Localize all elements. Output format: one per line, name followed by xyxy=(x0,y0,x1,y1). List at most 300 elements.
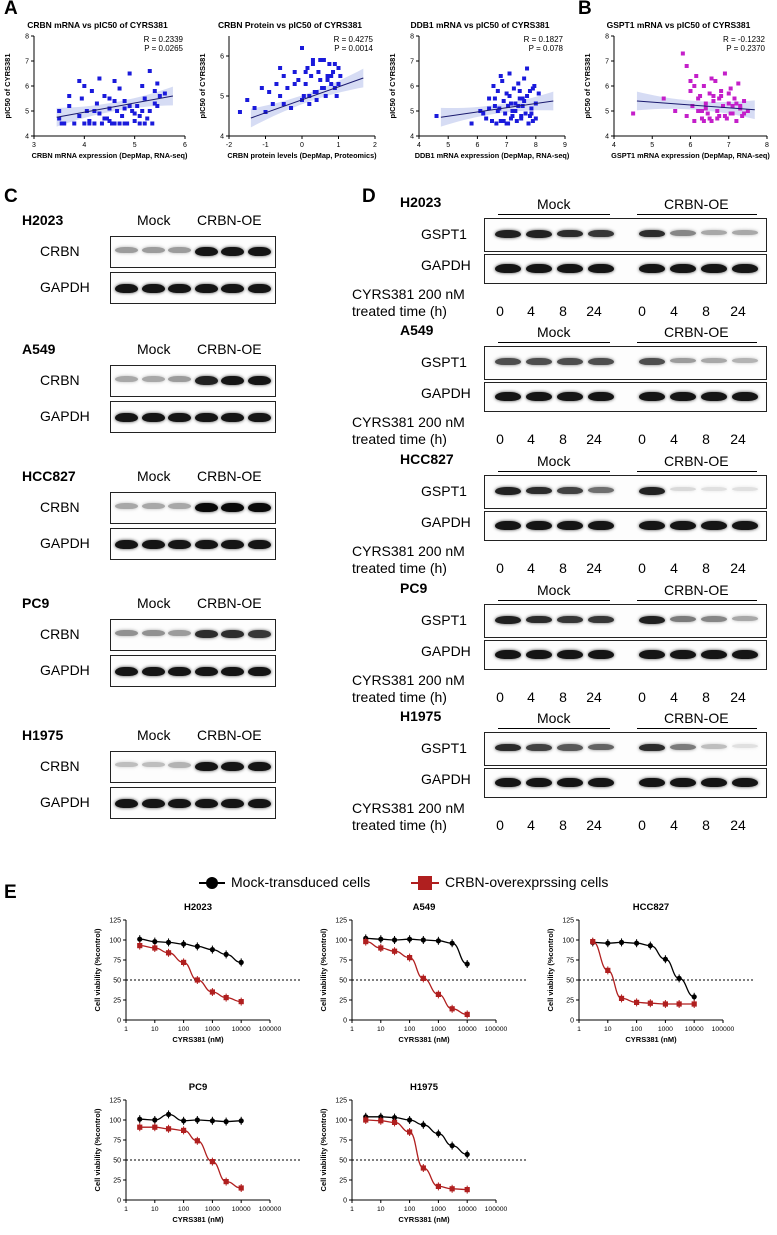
blot-band xyxy=(221,284,244,293)
group-crbn-oe-label: CRBN-OE xyxy=(197,727,262,743)
mock-data-point xyxy=(619,940,624,945)
scatter-point xyxy=(710,77,714,81)
x-tick-label: 5 xyxy=(650,142,655,149)
scatter-point xyxy=(102,117,106,121)
row-label-crbn: CRBN xyxy=(40,372,80,388)
y-tick-label: 0 xyxy=(117,1017,121,1025)
blot-band xyxy=(195,284,218,293)
blot-band xyxy=(557,521,583,530)
scatter-point xyxy=(727,102,731,106)
scatter-point xyxy=(521,97,525,101)
blot-band xyxy=(248,799,271,808)
cell-line-label: HCC827 xyxy=(22,468,76,484)
blot-band xyxy=(526,358,552,365)
scatter-point xyxy=(82,84,86,88)
crbn-data-point xyxy=(166,950,171,955)
scatter-r-value: R = 0.1827 xyxy=(523,35,563,44)
scatter-point xyxy=(502,119,506,123)
blot-band xyxy=(142,667,165,676)
scatter-point xyxy=(732,97,736,101)
chart-title: A549 xyxy=(412,902,436,913)
cell-line-label: H2023 xyxy=(400,194,442,210)
scatter-point xyxy=(108,97,112,101)
y-tick-label: 125 xyxy=(335,917,347,925)
time-tick-label: 24 xyxy=(730,303,746,319)
viability-svg xyxy=(316,1080,536,1230)
time-tick-label: 0 xyxy=(638,431,646,447)
time-tick-label: 24 xyxy=(730,689,746,705)
blot-band xyxy=(670,616,696,622)
blot-band xyxy=(588,744,614,750)
blot-gapdh xyxy=(110,272,276,304)
viability-chart-5 xyxy=(316,1080,536,1235)
x-tick-label: 5 xyxy=(446,142,451,149)
blot-band xyxy=(168,762,191,768)
scatter-title: DDB1 mRNA vs pIC50 of CYRS381 xyxy=(410,20,550,30)
time-tick-label: 0 xyxy=(638,303,646,319)
mock-data-point xyxy=(210,1118,215,1123)
blot-band xyxy=(557,616,583,623)
scatter-p-value: P = 0.0014 xyxy=(334,44,373,53)
scatter-point xyxy=(97,112,101,116)
scatter-point xyxy=(673,109,677,113)
time-tick-label: 8 xyxy=(559,817,567,833)
scatter-point xyxy=(140,84,144,88)
blot-band xyxy=(495,358,521,365)
x-tick-label: 1000 xyxy=(430,1206,446,1213)
scatter-point xyxy=(113,122,117,126)
scatter-point xyxy=(97,77,101,81)
crbn-data-point xyxy=(421,976,426,981)
mock-data-point xyxy=(378,937,383,942)
crbn-fit-curve xyxy=(366,942,467,1015)
scatter-point xyxy=(60,122,64,126)
mock-data-point xyxy=(152,939,157,944)
scatter-point xyxy=(534,117,538,121)
x-axis-label: CYRS381 (nM) xyxy=(398,1035,450,1044)
scatter-point xyxy=(153,102,157,106)
time-tick-label: 24 xyxy=(730,560,746,576)
scatter-point xyxy=(512,87,516,91)
treatment-label: CYRS381 200 nM xyxy=(352,414,465,430)
crbn-data-point xyxy=(392,949,397,954)
scatter-point xyxy=(702,84,706,88)
scatter-point xyxy=(496,89,500,93)
crbn-data-point xyxy=(224,995,229,1000)
x-tick-label: 10 xyxy=(377,1026,385,1033)
blot-band xyxy=(670,650,696,659)
y-axis-label: pIC50 of CYRS381 xyxy=(583,53,592,119)
time-tick-label: 24 xyxy=(586,817,602,833)
group-mock-label: Mock xyxy=(137,727,171,743)
scatter-point xyxy=(738,104,742,108)
scatter-point xyxy=(90,89,94,93)
y-tick-label: 50 xyxy=(113,1157,121,1165)
blot-band xyxy=(732,616,758,621)
scatter-point xyxy=(338,74,342,78)
mock-data-point xyxy=(392,937,397,942)
y-tick-label: 50 xyxy=(339,977,347,985)
x-tick-label: 10 xyxy=(151,1206,159,1213)
time-tick-label: 0 xyxy=(496,303,504,319)
time-tick-label: 8 xyxy=(702,560,710,576)
crbn-data-point xyxy=(407,955,412,960)
mock-data-point xyxy=(239,1118,244,1123)
crbn-data-point xyxy=(392,1120,397,1125)
scatter-point xyxy=(267,90,271,94)
blot-band xyxy=(495,264,521,273)
blot-crbn xyxy=(110,751,276,783)
blot-band xyxy=(168,503,191,509)
y-tick-label: 100 xyxy=(109,937,121,945)
scatter-point xyxy=(309,74,313,78)
x-tick-label: 1 xyxy=(577,1026,581,1033)
blot-gapdh xyxy=(484,382,767,412)
mock-data-point xyxy=(421,1122,426,1127)
scatter-point xyxy=(300,46,304,50)
scatter-point xyxy=(508,72,512,76)
x-axis-label: DDB1 mRNA expression (DepMap, RNA-seq) xyxy=(414,151,570,160)
blot-band xyxy=(221,413,244,422)
scatter-p-value: P = 0.0265 xyxy=(144,44,183,53)
scatter-point xyxy=(516,82,520,86)
scatter-point xyxy=(329,74,333,78)
scatter-point xyxy=(524,112,528,116)
group-crbn-oe-label: CRBN-OE xyxy=(664,324,729,340)
blot-band xyxy=(588,521,614,530)
blot-band xyxy=(670,392,696,401)
cell-line-label: PC9 xyxy=(22,595,50,611)
y-tick-label: 50 xyxy=(566,977,574,985)
blot-gapdh xyxy=(110,528,276,560)
blot-band xyxy=(248,247,271,256)
x-tick-label: 10 xyxy=(377,1206,385,1213)
scatter-point xyxy=(80,97,84,101)
y-tick-label: 100 xyxy=(335,1117,347,1125)
crbn-data-point xyxy=(378,1118,383,1123)
scatter-point xyxy=(72,122,76,126)
crbn-data-point xyxy=(239,1185,244,1190)
row-label-crbn: CRBN xyxy=(40,626,80,642)
crbn-data-point xyxy=(677,1001,682,1006)
y-tick-label: 75 xyxy=(113,1137,121,1145)
scatter-point xyxy=(77,79,81,83)
blot-band xyxy=(195,667,218,676)
cell-line-label: H2023 xyxy=(22,212,64,228)
y-tick-label: 25 xyxy=(113,1177,121,1185)
x-tick-label: 0 xyxy=(300,142,304,149)
x-tick-label: 6 xyxy=(688,142,693,149)
blot-band xyxy=(588,487,614,493)
blot-band xyxy=(248,762,271,771)
scatter-point xyxy=(715,109,719,113)
blot-band xyxy=(639,487,665,495)
blot-gapdh xyxy=(484,511,767,541)
time-tick-label: 0 xyxy=(496,560,504,576)
blot-band xyxy=(168,630,191,636)
blot-gapdh xyxy=(110,655,276,687)
time-label: treated time (h) xyxy=(352,689,447,705)
viability-svg xyxy=(543,900,763,1050)
scatter-point xyxy=(138,114,142,118)
time-tick-label: 8 xyxy=(559,560,567,576)
time-tick-label: 24 xyxy=(730,817,746,833)
scatter-point xyxy=(148,109,152,113)
blot-gapdh xyxy=(484,768,767,798)
time-label: treated time (h) xyxy=(352,431,447,447)
panel-label-d: D xyxy=(362,186,376,207)
y-axis-label: Cell viability (%control) xyxy=(93,928,102,1012)
scatter-point xyxy=(135,104,139,108)
blot-band xyxy=(195,630,218,638)
scatter-point xyxy=(133,119,137,123)
scatter-point xyxy=(700,109,704,113)
scatter-point xyxy=(729,87,733,91)
y-tick-label: 75 xyxy=(339,1137,347,1145)
time-tick-label: 0 xyxy=(496,689,504,705)
y-tick-label: 100 xyxy=(562,937,574,945)
x-tick-label: 10000 xyxy=(457,1026,477,1033)
y-tick-label: 125 xyxy=(109,917,121,925)
blot-band xyxy=(168,376,191,382)
scatter-point xyxy=(57,109,61,113)
blot-band xyxy=(115,284,138,293)
blot-band xyxy=(221,376,244,385)
scatter-point xyxy=(708,117,712,121)
scatter-point xyxy=(723,114,727,118)
scatter-point xyxy=(713,79,717,83)
time-tick-label: 0 xyxy=(638,689,646,705)
blot-band xyxy=(495,487,521,495)
crbn-data-point xyxy=(224,1179,229,1184)
y-tick-label: 7 xyxy=(605,58,609,66)
blot-band xyxy=(495,650,521,659)
crbn-data-point xyxy=(378,945,383,950)
row-label-gapdh: GAPDH xyxy=(421,643,471,659)
scatter-point xyxy=(311,62,315,66)
blot-band xyxy=(115,247,138,253)
row-label-gspt1: GSPT1 xyxy=(421,354,467,370)
scatter-point xyxy=(322,58,326,62)
time-tick-label: 8 xyxy=(559,303,567,319)
time-tick-label: 24 xyxy=(730,431,746,447)
blot-band xyxy=(526,521,552,530)
crbn-data-point xyxy=(436,992,441,997)
y-axis-label: pIC50 of CYRS381 xyxy=(3,53,12,119)
scatter-point xyxy=(494,122,498,126)
row-label-crbn: CRBN xyxy=(40,243,80,259)
blot-band xyxy=(670,778,696,787)
blot-band xyxy=(248,667,271,676)
y-tick-label: 8 xyxy=(410,33,414,41)
blot-band xyxy=(670,230,696,236)
scatter-point xyxy=(481,112,485,116)
blot-band xyxy=(526,230,552,238)
scatter-point xyxy=(118,87,122,91)
y-tick-label: 125 xyxy=(109,1097,121,1105)
x-tick-label: -1 xyxy=(262,142,269,149)
scatter-point xyxy=(274,82,278,86)
blot-band xyxy=(168,799,191,808)
mock-data-point xyxy=(634,941,639,946)
blot-band xyxy=(142,376,165,382)
blot-band xyxy=(195,503,218,512)
blot-band xyxy=(495,230,521,238)
scatter-point xyxy=(67,94,71,98)
scatter-point xyxy=(82,122,86,126)
crbn-data-point xyxy=(166,1126,171,1131)
row-label-gapdh: GAPDH xyxy=(421,385,471,401)
y-tick-label: 50 xyxy=(339,1157,347,1165)
scatter-point xyxy=(155,82,159,86)
blot-band xyxy=(732,358,758,363)
blot-band xyxy=(221,540,244,549)
scatter-point xyxy=(723,72,727,76)
y-tick-label: 5 xyxy=(605,108,609,116)
blot-band xyxy=(248,503,271,512)
y-tick-label: 25 xyxy=(339,997,347,1005)
blot-band xyxy=(115,503,138,509)
panel-label-c: C xyxy=(4,186,18,207)
y-tick-label: 7 xyxy=(25,58,29,66)
blot-band xyxy=(248,376,271,385)
blot-band xyxy=(639,392,665,401)
scatter-title: CRBN Protein vs pIC50 of CYRS381 xyxy=(217,20,363,30)
blot-band xyxy=(195,540,218,549)
x-tick-label: 1 xyxy=(124,1206,128,1213)
group-crbn-oe-label: CRBN-OE xyxy=(664,582,729,598)
blot-band xyxy=(115,630,138,636)
blot-gspt1 xyxy=(484,604,767,638)
x-tick-label: 10000 xyxy=(231,1026,251,1033)
scatter-point xyxy=(148,69,152,73)
x-tick-label: 10000 xyxy=(231,1206,251,1213)
scatter-plot-1 xyxy=(0,22,195,177)
blot-band xyxy=(639,616,665,624)
scatter-point xyxy=(311,58,315,62)
blot-band xyxy=(248,630,271,638)
blot-band xyxy=(526,392,552,401)
y-tick-label: 5 xyxy=(25,108,29,116)
scatter-point xyxy=(529,112,533,116)
scatter-svg xyxy=(195,22,385,172)
blot-gspt1 xyxy=(484,475,767,509)
scatter-point xyxy=(326,74,330,78)
scatter-point xyxy=(322,86,326,90)
group-mock-label: Mock xyxy=(137,212,171,228)
scatter-point xyxy=(717,97,721,101)
chart-title: HCC827 xyxy=(632,902,670,913)
scatter-point xyxy=(285,86,289,90)
x-tick-label: 4 xyxy=(612,142,616,149)
scatter-point xyxy=(704,102,708,106)
time-tick-label: 8 xyxy=(702,431,710,447)
crbn-data-point xyxy=(648,1001,653,1006)
x-tick-label: 6 xyxy=(475,142,480,149)
blot-band xyxy=(115,667,138,676)
time-tick-label: 4 xyxy=(527,560,535,576)
blot-band xyxy=(639,358,665,365)
scatter-title: CRBN mRNA vs pIC50 of CYRS381 xyxy=(27,20,168,30)
y-tick-label: 50 xyxy=(113,977,121,985)
blot-band xyxy=(639,650,665,659)
blot-band xyxy=(557,264,583,273)
scatter-plot-3 xyxy=(385,22,575,177)
blot-band xyxy=(670,358,696,363)
group-underline xyxy=(637,214,757,215)
mock-data-point xyxy=(239,960,244,965)
x-tick-label: 10 xyxy=(151,1026,159,1033)
mock-data-point xyxy=(210,947,215,952)
mock-data-point xyxy=(605,941,610,946)
y-tick-label: 4 xyxy=(605,133,609,141)
scatter-point xyxy=(692,119,696,123)
scatter-point xyxy=(315,90,319,94)
scatter-point xyxy=(694,74,698,78)
blot-band xyxy=(115,540,138,549)
blot-band xyxy=(168,540,191,549)
y-axis-label: Cell viability (%control) xyxy=(319,928,328,1012)
blot-crbn xyxy=(110,619,276,651)
crbn-data-point xyxy=(239,999,244,1004)
x-axis-label: CYRS381 (nM) xyxy=(172,1035,224,1044)
blot-band xyxy=(221,799,244,808)
cell-line-label: A549 xyxy=(22,341,56,357)
x-tick-label: 3 xyxy=(32,142,36,149)
scatter-point xyxy=(742,112,746,116)
crbn-data-point xyxy=(450,1186,455,1191)
blot-band xyxy=(639,230,665,237)
scatter-point xyxy=(282,74,286,78)
x-tick-label: 100 xyxy=(403,1026,416,1033)
scatter-point xyxy=(95,102,99,106)
row-label-gspt1: GSPT1 xyxy=(421,226,467,242)
time-tick-label: 4 xyxy=(527,689,535,705)
scatter-point xyxy=(145,117,149,121)
y-tick-label: 0 xyxy=(343,1197,347,1205)
mock-data-point xyxy=(195,1117,200,1122)
blot-band xyxy=(168,284,191,293)
scatter-plot-4 xyxy=(580,22,777,177)
blot-band xyxy=(557,744,583,751)
y-tick-label: 75 xyxy=(113,957,121,965)
row-label-gspt1: GSPT1 xyxy=(421,612,467,628)
panel-label-b: B xyxy=(578,0,592,19)
y-axis-label: Cell viability (%control) xyxy=(546,928,555,1012)
legend-crbn-marker xyxy=(418,876,432,890)
scatter-point xyxy=(329,82,333,86)
blot-band xyxy=(526,616,552,623)
scatter-point xyxy=(143,122,147,126)
scatter-point xyxy=(333,62,337,66)
time-tick-label: 0 xyxy=(496,817,504,833)
blot-gapdh xyxy=(484,640,767,670)
scatter-point xyxy=(681,52,685,56)
blot-band xyxy=(526,487,552,494)
scatter-point xyxy=(123,107,127,111)
x-tick-label: 1000 xyxy=(204,1206,220,1213)
crbn-data-point xyxy=(195,1138,200,1143)
scatter-point xyxy=(304,82,308,86)
scatter-point xyxy=(685,64,689,68)
scatter-point xyxy=(736,82,740,86)
x-tick-label: 1 xyxy=(350,1206,354,1213)
scatter-point xyxy=(484,117,488,121)
y-tick-label: 125 xyxy=(335,1097,347,1105)
scatter-point xyxy=(245,98,249,102)
scatter-point xyxy=(493,97,497,101)
blot-band xyxy=(195,247,218,256)
